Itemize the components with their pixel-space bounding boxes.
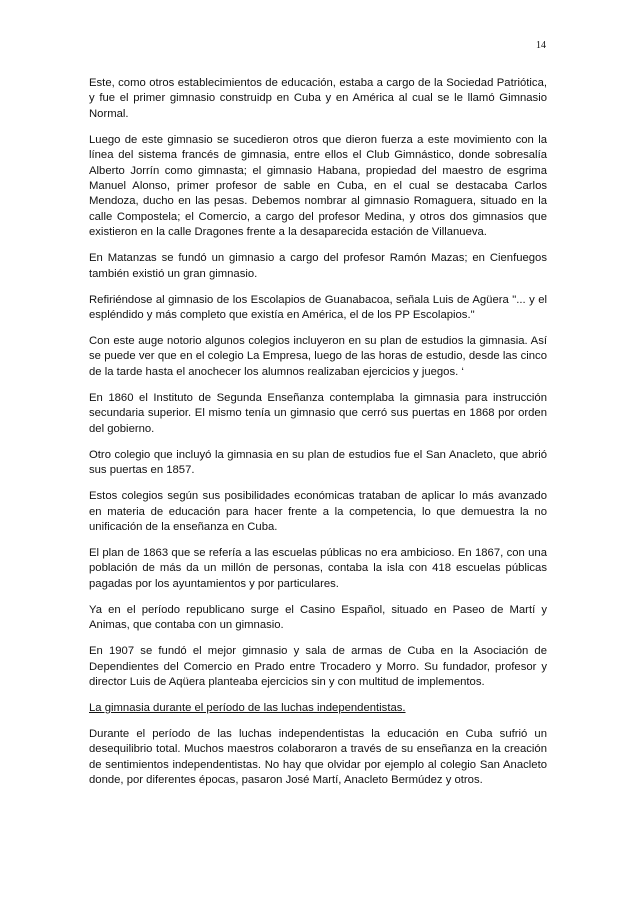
- paragraph: En 1907 se fundó el mejor gimnasio y sala de armas de Cuba en la Asociación de Dependientes del Comercio en Prado entre Trocadero y Morro. Su fundador, profesor y director Luis de Aqüera planteaba ejercicios sin y con multitud de implementos.: [89, 645, 547, 688]
- paragraph: Ya en el período republicano surge el Casino Español, situado en Paseo de Martí y Animas, que contaba con un gimnasio.: [89, 603, 547, 632]
- paragraph: Con este auge notorio algunos colegios incluyeron en su plan de estudios la gimnasia. Así se puede ver que en el colegio La Empresa, luego de las horas de estudio, desde las cinco de la tarde hasta el anochecer los alumnos realizaban ejercicios y juegos. ‘: [89, 335, 547, 378]
- section-heading: La gimnasia durante el período de las luchas independentistas.: [89, 701, 406, 714]
- paragraph: En Matanzas se fundó un gimnasio a cargo del profesor Ramón Mazas; en Cienfuegos también existió un gran gimnasio.: [89, 252, 547, 280]
- paragraph: En 1860 el Instituto de Segunda Enseñanza contemplaba la gimnasia para instrucción secundaria superior. El mismo tenía un gimnasio que cerró sus puertas en 1868 por orden del gobierno.: [89, 391, 547, 435]
- paragraph: Luego de este gimnasio se sucedieron otros que dieron fuerza a este movimiento con la línea del sistema francés de gimnasia, entre ellos el Club Gimnástico, donde sobresalía Alberto Jorrín como gimnasta; el gimnasio Habana, propiedad del maestro de esgrima Manuel Alonso, primer profesor de sable en Cuba, en el cual se destacaba Carlos Mendoza, ducho en las pesas. Debemos nombrar al gimnasio Romaguera, situado en la calle Compostela; el Comercio, a cargo del profesor Medina, y otros dos gimnasios que existieron en la calle Dragones frente a la desaparecida estación de Villanueva.: [89, 133, 547, 239]
- paragraph: Otro colegio que incluyó la gimnasia en su plan de estudios fue el San Anacleto, que abrió sus puertas en 1857.: [89, 448, 547, 477]
- paragraph: Refiriéndose al gimnasio de los Escolapios de Guanabacoa, señala Luis de Agüera "... y el espléndido y más completo que existía en América, el de los PP Escolapios.": [89, 293, 547, 322]
- paragraph: El plan de 1863 que se refería a las escuelas públicas no era ambicioso. En 1867, con una población de más da un millón de personas, contaba la isla con 418 escuelas públicas pagadas por los ayuntamientos y por particulares.: [89, 546, 547, 590]
- paragraph: Estos colegios según sus posibilidades económicas trataban de aplicar lo más avanzado en materia de educación para hacer frente a la competencia, lo que demuestra la no unificación de la enseñanza en Cuba.: [89, 490, 547, 533]
- page-number: 14: [536, 40, 546, 51]
- paragraph: Durante el período de las luchas independentistas la educación en Cuba sufrió un desequilibrio total. Muchos maestros colaboraron a través de su enseñanza en la creación de sentimientos independentistas. No hay que olvidar por ejemplo al colegio San Anacleto donde, por diferentes épocas, pasaron José Martí, Anacleto Bermúdez y otros.: [89, 727, 547, 787]
- body-text: [89, 76, 547, 799]
- paragraph: Este, como otros establecimientos de educación, estaba a cargo de la Sociedad Patriótica, y fue el primer gimnasio construidp en Cuba y en América al cual se le llamó Gimnasio Normal.: [89, 77, 547, 120]
